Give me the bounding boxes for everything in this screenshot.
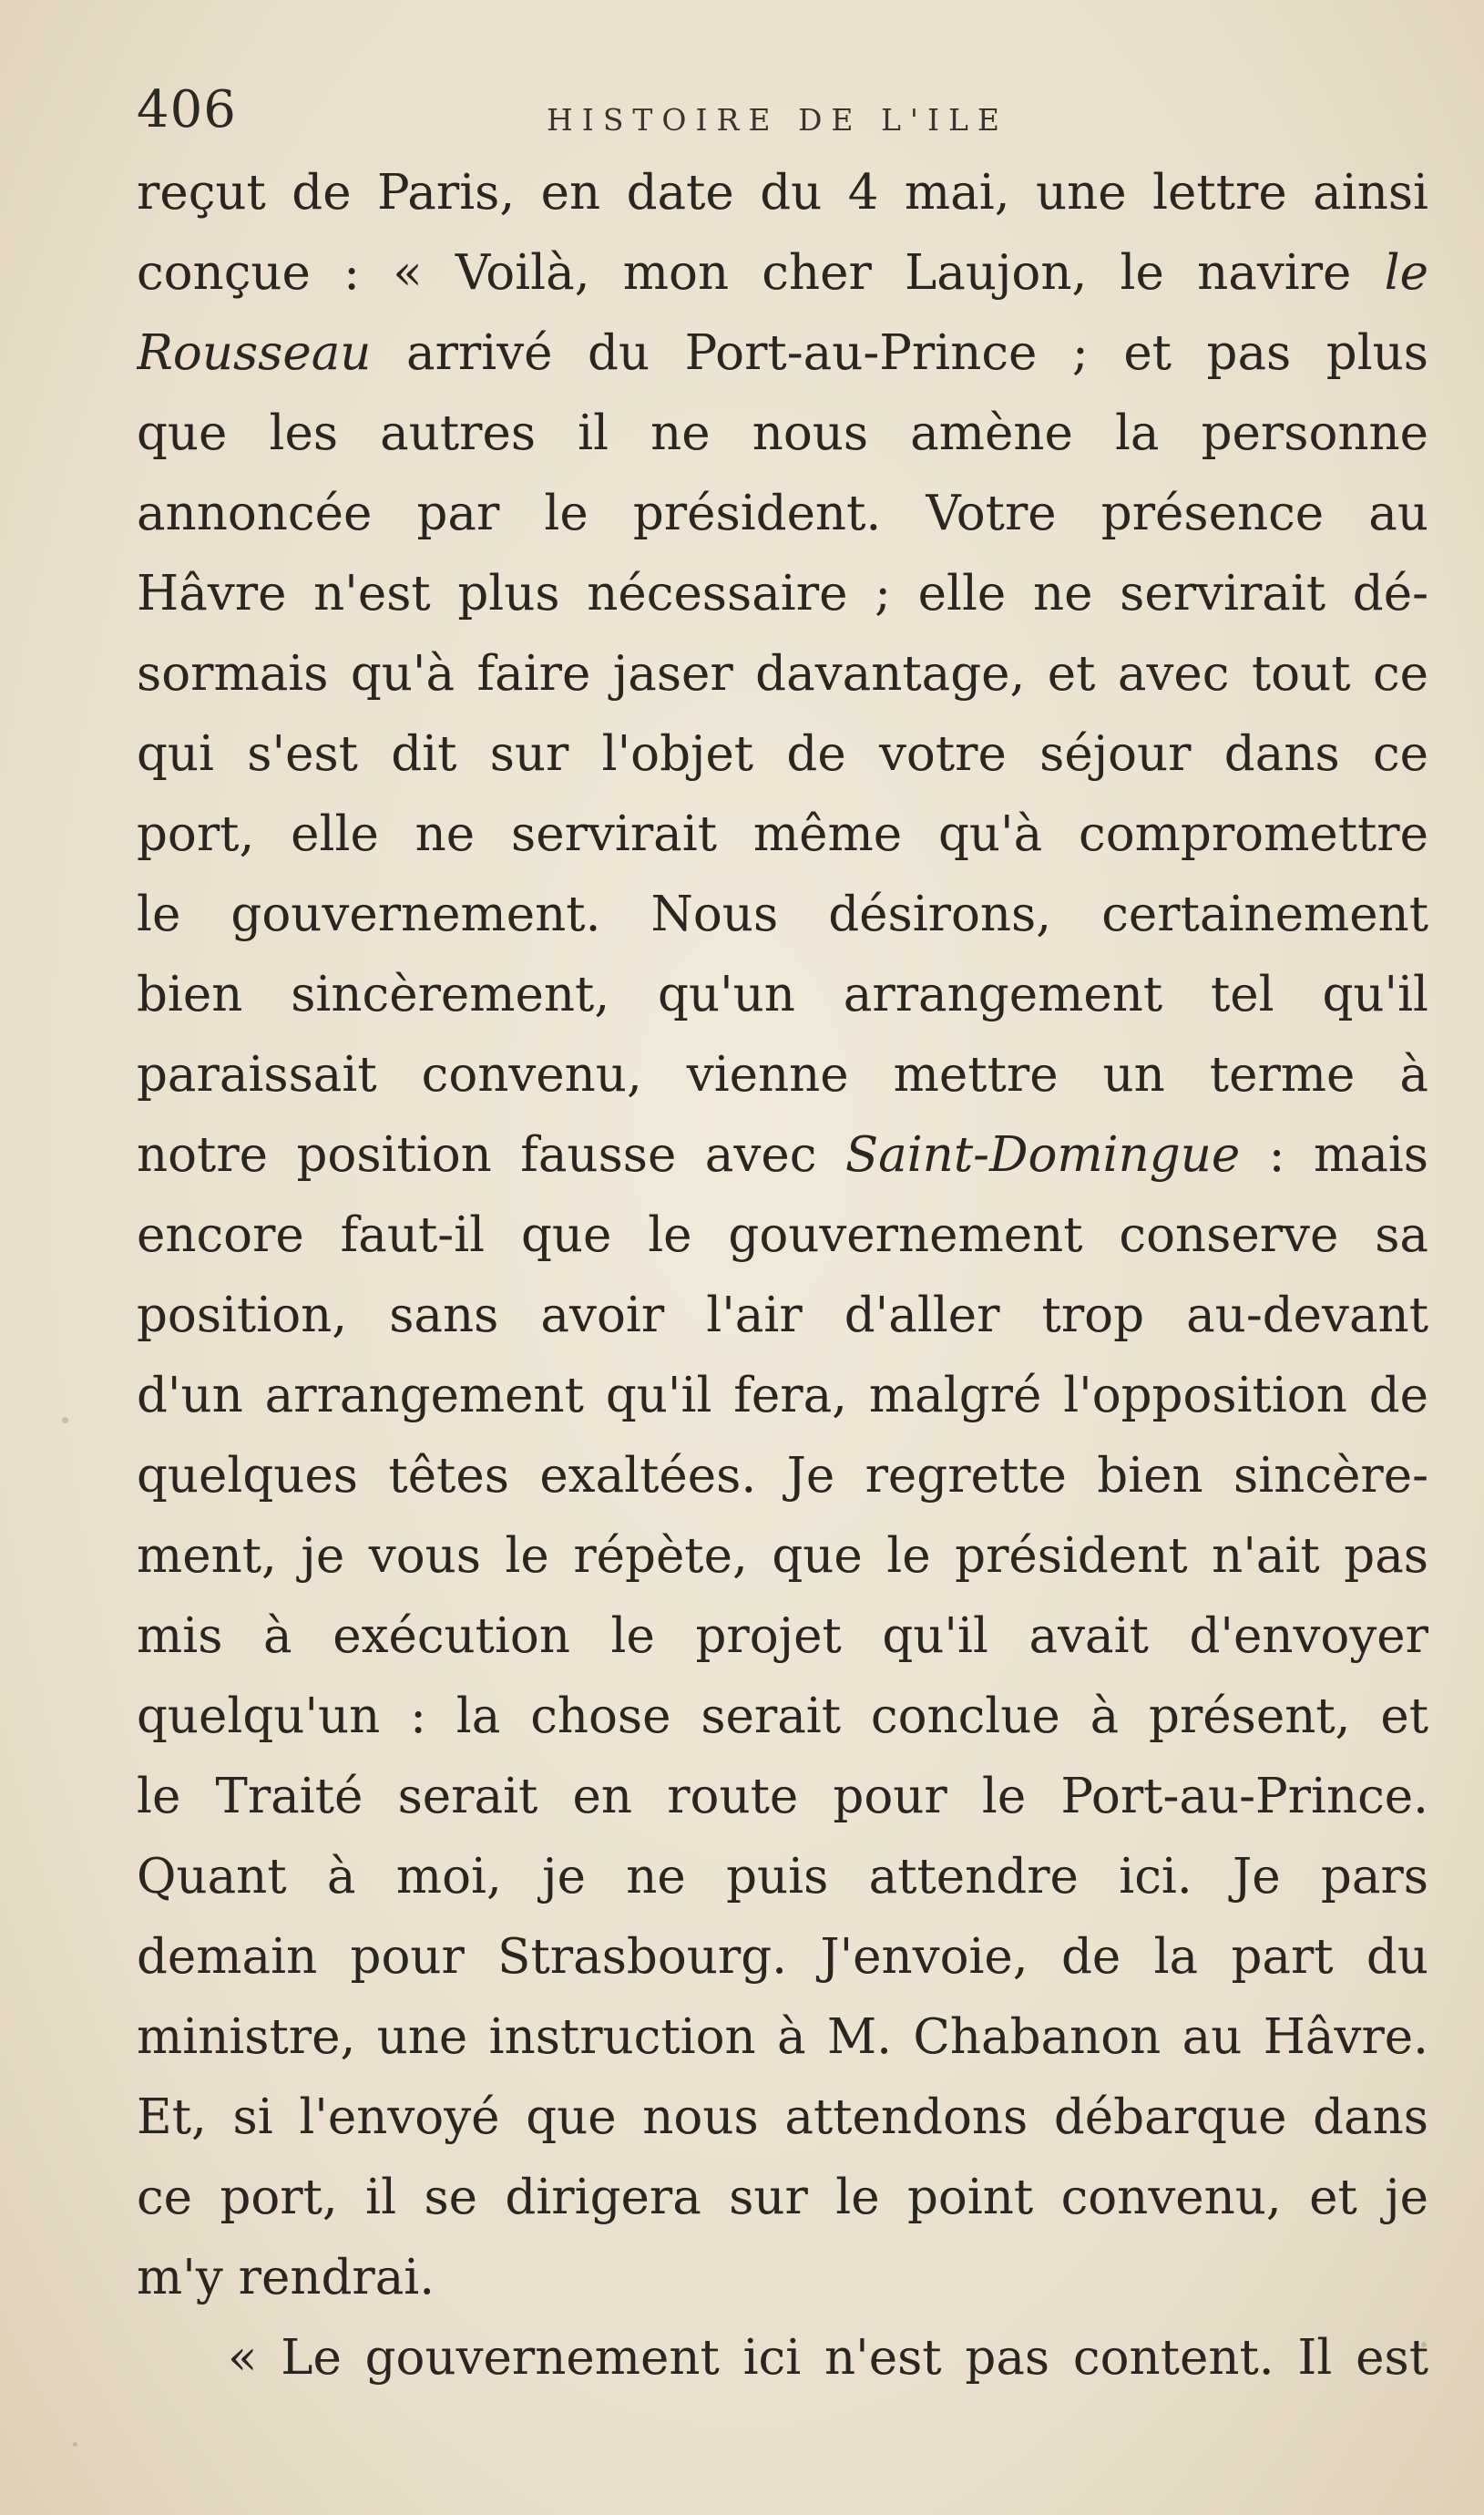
text-line: mis à exécution le projet qu'il avait d'envoyer (137, 1608, 1428, 1664)
text-line: le gouvernement. Nous désirons, certainement (137, 887, 1428, 942)
text-line: le Traité serait en route pour le Port-au-Prince. (137, 1769, 1428, 1824)
text-line: d'un arrangement qu'il fera, malgré l'opposition de (137, 1368, 1428, 1423)
paper-spot (1421, 2342, 1427, 2347)
text-line: Et, si l'envoyé que nous attendons débarque dans (137, 2089, 1428, 2145)
text-line: reçut de Paris, en date du 4 mai, une lettre ainsi (137, 165, 1428, 221)
text-line: demain pour Strasbourg. J'envoie, de la part du (137, 1929, 1428, 1985)
body-text (137, 153, 1428, 2398)
text-line: encore faut-il que le gouvernement conserve sa (137, 1207, 1428, 1263)
text-line: Hâvre n'est plus nécessaire ; elle ne servirait dé- (137, 566, 1428, 621)
running-head: HISTOIRE DE L'ILE (547, 102, 1009, 138)
paper-spot (73, 2442, 77, 2447)
text-line: ministre, une instruction à M. Chabanon au Hâvre. (137, 2009, 1428, 2065)
text-line: sormais qu'à faire jaser davantage, et avec tout ce (137, 646, 1428, 702)
text-line: m'y rendrai. (137, 2250, 435, 2305)
page-number: 406 (137, 80, 237, 139)
text-line: position, sans avoir l'air d'aller trop au-devant (137, 1288, 1428, 1343)
text-line: bien sincèrement, qu'un arrangement tel qu'il (137, 967, 1428, 1022)
text-line: ment, je vous le répète, que le président n'ait pas (137, 1528, 1428, 1584)
text-line: notre position fausse avec Saint-Domingue : mais (137, 1127, 1428, 1183)
text-line: conçue : « Voilà, mon cher Laujon, le navire le (137, 245, 1428, 301)
text-line: quelques têtes exaltées. Je regrette bien sincère- (137, 1448, 1428, 1504)
text-line: annoncée par le président. Votre présence au (137, 486, 1428, 541)
text-line: que les autres il ne nous amène la personne (137, 405, 1428, 461)
text-line: quelqu'un : la chose serait conclue à présent, et (137, 1689, 1428, 1744)
text-line: Quant à moi, je ne puis attendre ici. Je pars (137, 1849, 1428, 1904)
text-line: « Le gouvernement ici n'est pas content. Il est (228, 2330, 1428, 2386)
text-line: ce port, il se dirigera sur le point convenu, et je (137, 2170, 1428, 2225)
text-line: Rousseau arrivé du Port-au-Prince ; et pas plus (137, 325, 1428, 381)
text-line: qui s'est dit sur l'objet de votre séjour dans ce (137, 726, 1428, 782)
paper-spot (62, 1417, 68, 1423)
text-line: paraissait convenu, vienne mettre un terme à (137, 1047, 1428, 1103)
text-line: port, elle ne servirait même qu'à compromettre (137, 806, 1428, 862)
